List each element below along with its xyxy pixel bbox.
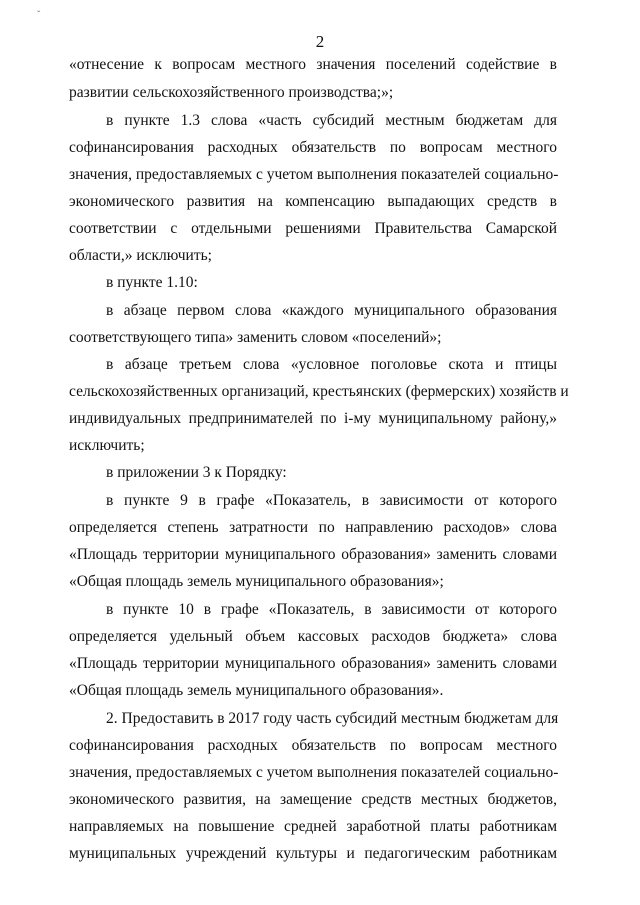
text-line: в пункте 10 в графе «Показатель, в зависимости от которого [106, 601, 557, 618]
text-line: в пункте 9 в графе «Показатель, в зависимости от которого [106, 492, 557, 509]
text-line: «Общая площадь земель муниципального образования». [69, 682, 444, 699]
text-line: соответствующего типа» заменить словом «поселений»; [69, 329, 442, 346]
text-line: индивидуальных предпринимателей по i-му муниципальному району,» [69, 410, 557, 427]
text-line: сельскохозяйственных организаций, крестьянских (фермерских) хозяйств и [69, 383, 569, 400]
text-line: развитии сельскохозяйственного производства;»; [69, 84, 394, 101]
text-line: значения, предоставляемых с учетом выполнения показателей социально- [69, 764, 559, 781]
text-line: софинансирования расходных обязательств по вопросам местного [69, 139, 557, 156]
text-line: определяется удельный объем кассовых расходов бюджета» слова [69, 628, 557, 645]
text-line: исключить; [69, 437, 145, 454]
text-line: в абзаце третьем слова «условное поголовье скота и птицы [106, 356, 557, 373]
corner-mark: ˇ [37, 10, 41, 21]
text-line: «Площадь территории муниципального образования» заменить словами [69, 655, 557, 672]
text-line: 2. Предоставить в 2017 году часть субсидий местным бюджетам для [106, 710, 559, 727]
text-line: экономического развития на компенсацию выпадающих средств в [69, 193, 557, 210]
text-line: экономического развития, на замещение средств местных бюджетов, [69, 791, 557, 808]
text-line: в абзаце первом слова «каждого муниципального образования [106, 302, 557, 319]
text-line: муниципальных учреждений культуры и педагогическим работникам [69, 845, 557, 862]
text-line: определяется степень затратности по направлению расходов» слова [69, 519, 557, 536]
text-line: области,» исключить; [69, 247, 212, 264]
text-line: в пункте 1.10: [106, 274, 198, 291]
text-line: «Общая площадь земель муниципального образования»; [69, 573, 444, 590]
text-line: направляемых на повышение средней заработной платы работникам [69, 818, 557, 835]
text-line: соответствии с отдельными решениями Правительства Самарской [69, 220, 557, 237]
text-line: софинансирования расходных обязательств по вопросам местного [69, 737, 557, 754]
text-line: «Площадь территории муниципального образования» заменить словами [69, 546, 557, 563]
text-line: значения, предоставляемых с учетом выполнения показателей социально- [69, 166, 559, 183]
text-line: «отнесение к вопросам местного значения поселений содействие в [69, 56, 557, 73]
text-line: в приложении 3 к Порядку: [106, 464, 287, 481]
text-line: в пункте 1.3 слова «часть субсидий местным бюджетам для [106, 112, 557, 129]
page-number: 2 [315, 32, 325, 51]
